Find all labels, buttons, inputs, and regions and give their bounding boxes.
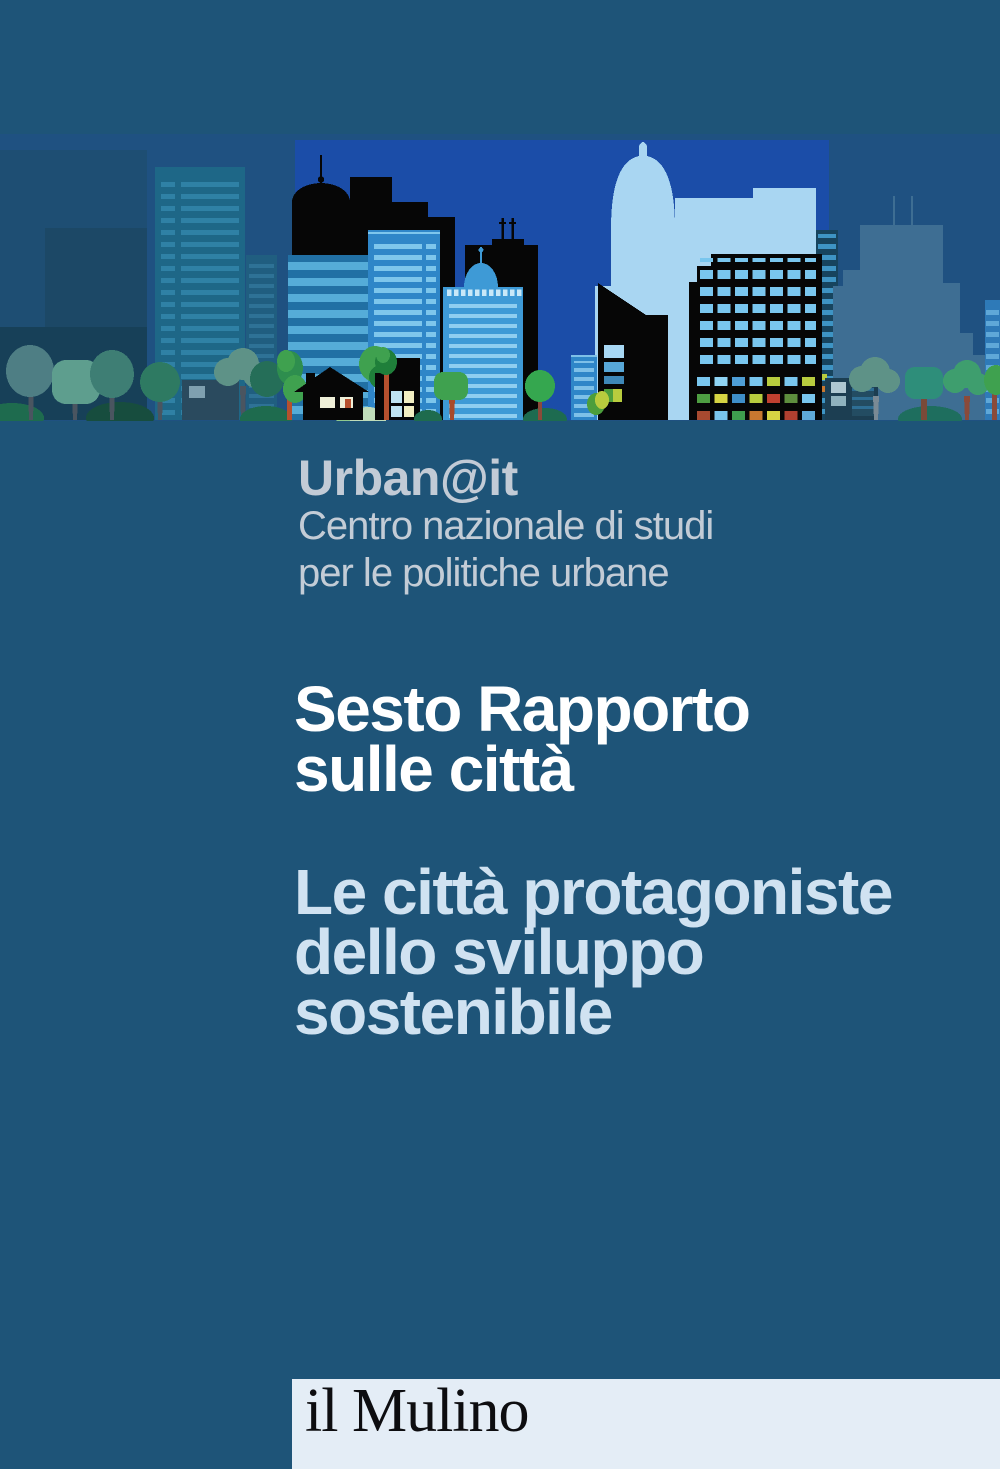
black-window-tower [689,254,822,420]
brand-tagline [298,503,713,597]
book-title-line2: sulle città [294,733,573,805]
book-subtitle [294,856,892,1048]
brand-logo: Urban@it [298,450,518,506]
book-subtitle-line1: Le città protagoniste [294,856,892,928]
book-title-line1: Sesto Rapporto [294,673,750,745]
publisher-panel [292,1379,1000,1469]
lit-windows [697,377,815,420]
book-subtitle-line3: sostenibile [294,976,612,1048]
city-skyline-illustration [0,134,1000,421]
publisher-logo: il Mulino [305,1377,529,1445]
brand-tagline-line2: per le politiche urbane [298,551,669,595]
book-title [294,673,750,805]
brand-tagline-line1: Centro nazionale di studi [298,504,714,548]
book-subtitle-line2: dello sviluppo [294,916,704,988]
